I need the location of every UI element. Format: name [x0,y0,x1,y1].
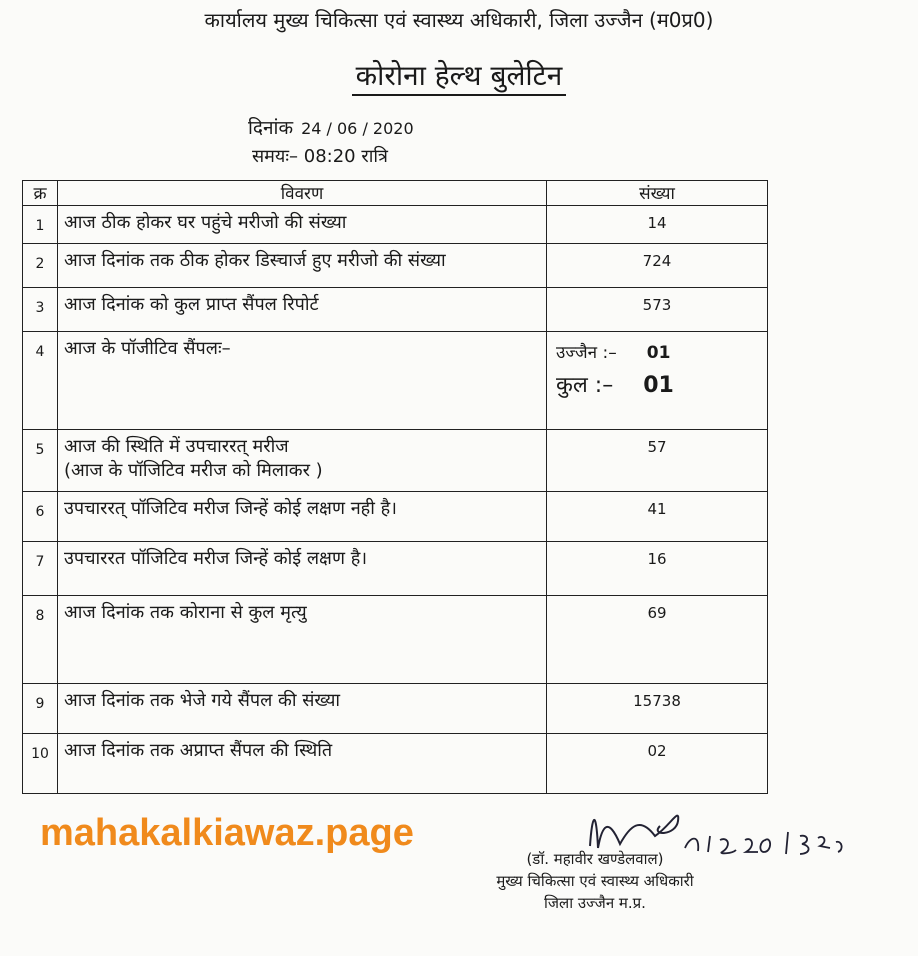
date-value: 24 / 06 / 2020 [301,119,414,138]
row-count: 14 [547,206,768,244]
positive-total-value: 01 [643,373,674,398]
table-row [23,684,768,734]
table-row [23,244,768,288]
table-row [23,596,768,684]
row-count: 724 [547,244,768,288]
positive-total-label: कुल :– [556,373,614,398]
row-number: 3 [23,288,58,332]
column-header-description: विवरण [58,181,547,206]
column-header-sr: क्र [23,181,58,206]
table-row [23,332,768,430]
row-number: 1 [23,206,58,244]
row-count: 69 [547,596,768,684]
row-description: उपचाररत् पॉजिटिव मरीज जिन्हें कोई लक्षण नही है। [58,492,547,542]
time-label: समयः– [252,146,299,167]
row-description: आज दिनांक तक कोराना से कुल मृत्यु [58,596,547,684]
row-description: आज दिनांक को कुल प्राप्त सैंपल रिपोर्ट [58,288,547,332]
row-description-line1: आज की स्थिति में उपचाररत् मरीज [64,436,289,457]
row-count [547,332,768,430]
office-header: कार्यालय मुख्य चिकित्सा एवं स्वास्थ्य अधिकारी, जिला उज्जैन (म0प्र0) [204,8,714,32]
row-count: 02 [547,734,768,794]
row-description: उपचाररत पॉजिटिव मरीज जिन्हें कोई लक्षण है। [58,542,547,596]
table-row [23,492,768,542]
time-value: 08:20 रात्रि [303,146,388,167]
date-line [248,114,414,140]
row-count: 573 [547,288,768,332]
row-count: 15738 [547,684,768,734]
row-description-line2: (आज के पॉजिटिव मरीज को मिलाकर ) [64,460,323,481]
row-count: 57 [547,430,768,492]
officer-district: जिला उज्जैन म.प्र. [544,894,646,912]
row-description: आज दिनांक तक अप्राप्त सैंपल की स्थिति [58,734,547,794]
table-row [23,542,768,596]
bulletin-title [0,56,918,94]
bulletin-title-text: कोरोना हेल्थ बुलेटिन [352,59,567,96]
row-count: 16 [547,542,768,596]
positive-city-value: 01 [646,343,671,363]
table-row [23,206,768,244]
table-row [23,734,768,794]
row-description: आज ठीक होकर घर पहुंचे मरीजो की संख्या [58,206,547,244]
row-number: 2 [23,244,58,288]
column-header-count: संख्या [547,181,768,206]
table-row [23,430,768,492]
watermark-text: mahakalkiawaz.page [40,812,414,854]
row-number: 6 [23,492,58,542]
row-number: 10 [23,734,58,794]
row-count: 41 [547,492,768,542]
row-description: आज के पॉजीटिव सैंपलः– [58,332,547,430]
row-number: 5 [23,430,58,492]
time-line [252,144,388,168]
table-header-row [23,181,768,206]
officer-designation: मुख्य चिकित्सा एवं स्वास्थ्य अधिकारी [496,872,694,890]
row-number: 7 [23,542,58,596]
row-description [58,430,547,492]
row-number: 8 [23,596,58,684]
row-description: आज दिनांक तक ठीक होकर डिस्चार्ज हुए मरीजो की संख्या [58,244,547,288]
row-description: आज दिनांक तक भेजे गये सैंपल की संख्या [58,684,547,734]
positive-city-label: उज्जैन :– [556,343,617,363]
date-label: दिनांक [248,117,294,139]
officer-name: (डॉ. महावीर खण्डेलवाल) [526,850,664,868]
signature-block [450,848,740,914]
row-number: 9 [23,684,58,734]
bulletin-table [22,180,768,794]
table-row [23,288,768,332]
row-number: 4 [23,332,58,430]
